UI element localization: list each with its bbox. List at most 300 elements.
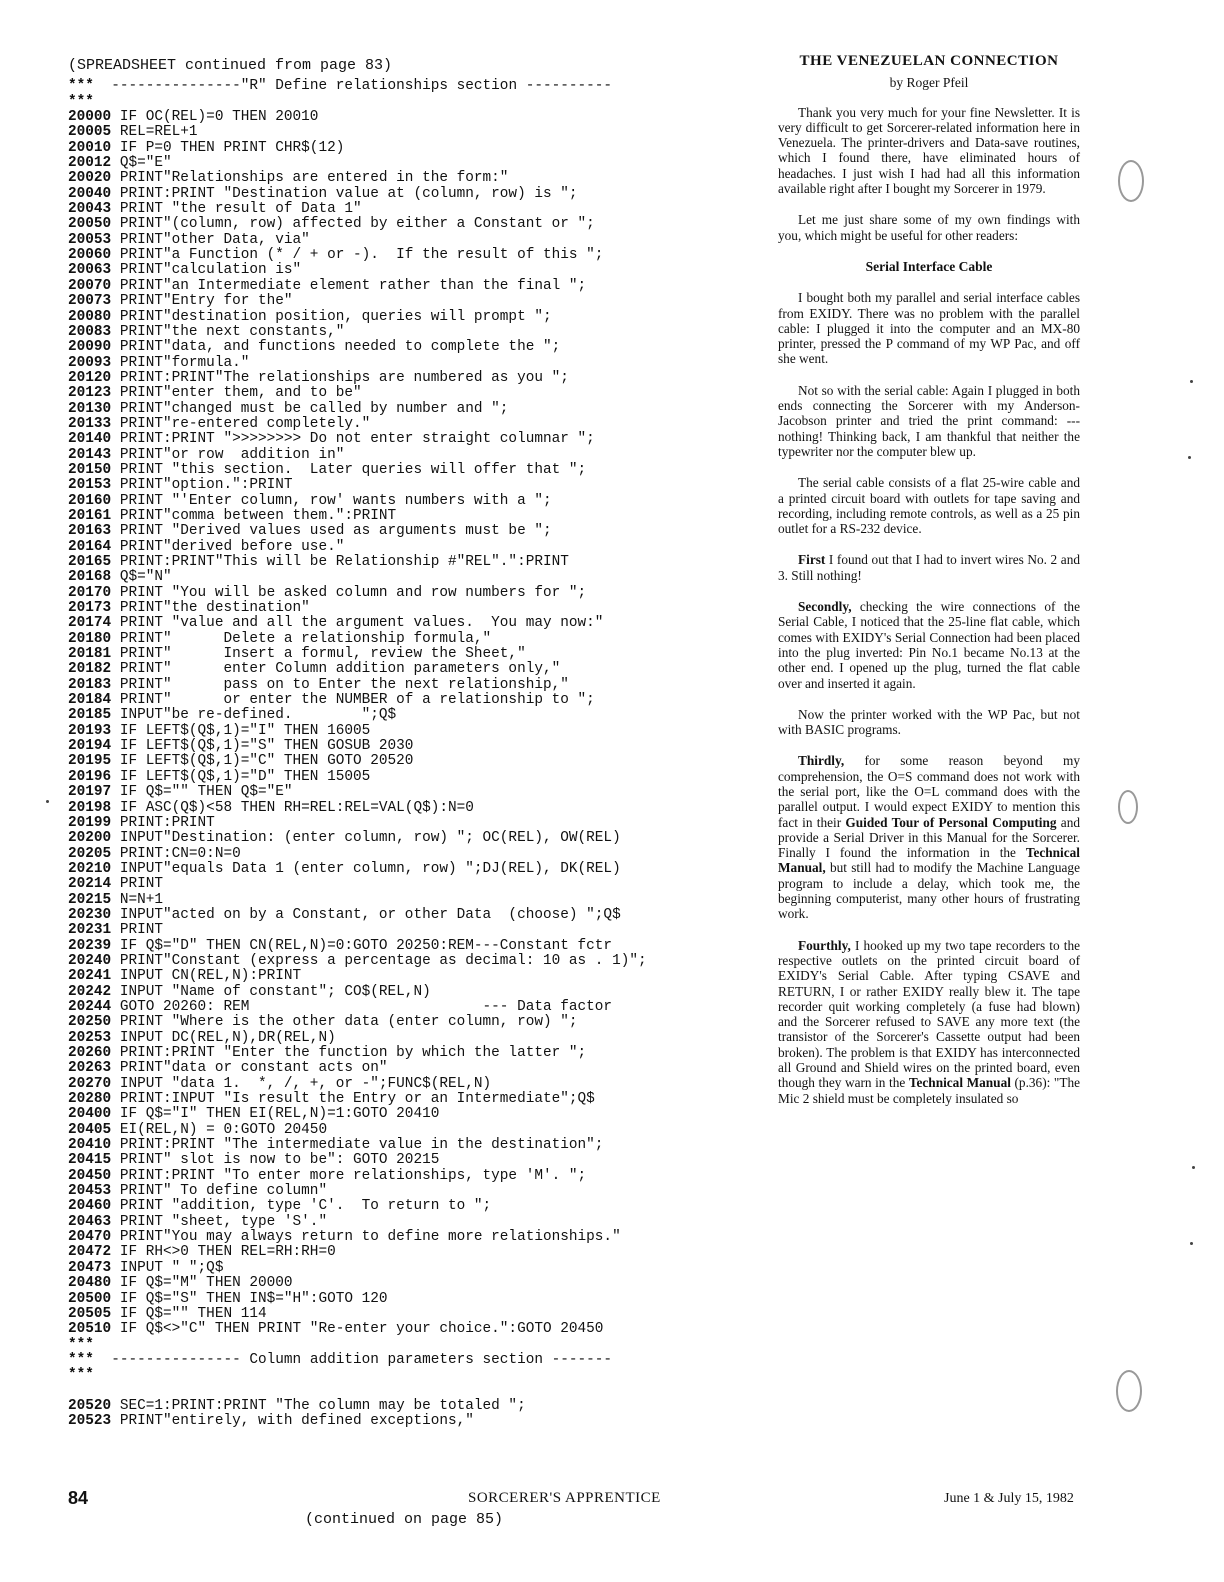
line-number: 20053 xyxy=(68,231,112,248)
line-number: 20143 xyxy=(68,446,112,463)
code-line xyxy=(68,1338,758,1353)
line-text: PRINT"Relationships are entered in the form:" xyxy=(111,170,509,187)
code-line xyxy=(68,555,758,570)
line-number: 20197 xyxy=(68,784,112,801)
line-text: INPUT"equals Data 1 (enter column, row) ";DJ(REL), DK(REL) xyxy=(111,860,621,877)
line-number: 20230 xyxy=(68,906,112,923)
code-lines xyxy=(68,79,758,1429)
code-line xyxy=(68,724,758,739)
line-number: 20181 xyxy=(68,646,112,663)
lead-word: First xyxy=(798,552,826,568)
line-text: PRINT"data or constant acts on" xyxy=(111,1060,388,1077)
code-line xyxy=(68,678,758,693)
line-text: PRINT "You will be asked column and row numbers for "; xyxy=(111,584,587,601)
line-text: SEC=1:PRINT:PRINT "The column may be totaled "; xyxy=(111,1397,526,1414)
line-number: 20193 xyxy=(68,722,112,739)
code-line xyxy=(68,463,758,478)
code-line xyxy=(68,402,758,417)
line-text: PRINT"You may always return to define more relationships." xyxy=(111,1229,621,1246)
code-line xyxy=(68,1245,758,1260)
line-number: 20241 xyxy=(68,968,112,985)
line-text: PRINT"calculation is" xyxy=(111,262,302,279)
code-line xyxy=(68,1322,758,1337)
book-title: Guided Tour of Personal Computing xyxy=(845,814,1057,830)
code-line xyxy=(68,847,758,862)
line-text: PRINT"derived before use." xyxy=(111,538,345,555)
code-line xyxy=(68,1384,758,1399)
line-number: 20164 xyxy=(68,538,112,555)
code-line xyxy=(68,708,758,723)
code-line xyxy=(68,939,758,954)
line-text: PRINT"enter them, and to be" xyxy=(111,385,362,402)
line-text: INPUT"Destination: (enter column, row) "; OC(REL), OW(REL) xyxy=(111,830,621,847)
line-text: INPUT CN(REL,N):PRINT xyxy=(111,968,302,985)
page-footer xyxy=(0,1488,1224,1512)
line-text: PRINT" Insert a formul, review the Sheet," xyxy=(111,646,526,663)
code-line xyxy=(68,540,758,555)
code-line xyxy=(68,586,758,601)
line-text: PRINT "this section. Later queries will offer that "; xyxy=(111,461,587,478)
line-number: 20470 xyxy=(68,1229,112,1246)
code-line xyxy=(68,1169,758,1184)
line-number: 20205 xyxy=(68,845,112,862)
line-text: PRINT"or row addition in" xyxy=(111,446,345,463)
line-text: --------------- Column addition parameters section ------- xyxy=(93,1351,613,1368)
line-number: 20020 xyxy=(68,170,112,187)
line-number: 20510 xyxy=(68,1321,112,1338)
line-text: PRINT"entirely, with defined exceptions," xyxy=(111,1413,474,1430)
speck xyxy=(1190,1242,1193,1245)
code-line xyxy=(68,263,758,278)
line-text: PRINT"formula." xyxy=(111,354,250,371)
code-line xyxy=(68,1184,758,1199)
code-line xyxy=(68,831,758,846)
line-number: 20093 xyxy=(68,354,112,371)
line-number: 20400 xyxy=(68,1106,112,1123)
code-line xyxy=(68,279,758,294)
code-line xyxy=(68,954,758,969)
line-number: 20214 xyxy=(68,876,112,893)
article-paragraph xyxy=(778,938,1080,1106)
line-text: PRINT "Derived values used as arguments must be "; xyxy=(111,523,552,540)
line-number: 20200 xyxy=(68,830,112,847)
line-number: 20165 xyxy=(68,554,112,570)
continuation-header: (SPREADSHEET continued from page 83) xyxy=(68,57,393,74)
paragraph-text: I hooked up my two tape recorders to the respective outlets on the printed circuit board of EXIDY's Serial Cable. After typing CSAVE and RETURN, I or rather EXIDY really blew it. The tape recorder quit working completely (a fuse had blown) and the Sorcerer refused to SAVE any more text (the transistor of the Sorcerer's Cassette output had been broken). The problem is that EXIDY has interconnected all Ground and Shield wires on the printed board, even though they warn in the xyxy=(778,937,1080,1091)
line-number: 20460 xyxy=(68,1198,112,1215)
line-text: PRINT" Delete a relationship formula," xyxy=(111,630,492,647)
lead-word: Thirdly, xyxy=(798,753,845,769)
binder-hole-mark xyxy=(1116,1370,1142,1412)
line-text: PRINT"an Intermediate element rather than the final "; xyxy=(111,277,587,294)
line-text: PRINT"Constant (express a percentage as decimal: 10 as . 1)"; xyxy=(111,952,647,969)
line-text: PRINT"other Data, via" xyxy=(111,231,310,248)
line-text: PRINT "addition, type 'C'. To return to "; xyxy=(111,1198,492,1215)
line-text: INPUT"be re-defined. ";Q$ xyxy=(111,707,397,724)
code-line xyxy=(68,448,758,463)
line-text: PRINT "'Enter column, row' wants numbers with a "; xyxy=(111,492,552,509)
book-title: Technical Manual xyxy=(908,1075,1011,1091)
code-line xyxy=(68,478,758,493)
line-number: 20050 xyxy=(68,216,112,233)
paragraph-text: and provide a Serial Driver in this Manual for the Sorcerer. Finally I found the information in the xyxy=(778,814,1081,861)
code-line xyxy=(68,432,758,447)
line-text: PRINT" To define column" xyxy=(111,1183,328,1200)
line-text: INPUT "Name of constant"; CO$(REL,N) xyxy=(111,983,431,1000)
line-number: 20060 xyxy=(68,247,112,264)
line-text: PRINT"the next constants," xyxy=(111,323,345,340)
code-line xyxy=(68,1215,758,1230)
line-number: 20080 xyxy=(68,308,112,325)
line-number: *** xyxy=(68,1351,94,1368)
line-number: 20012 xyxy=(68,155,112,172)
paragraph-text: for some reason beyond my comprehension, the O=S command does not work with the serial port, like the O=L command does with the parallel output. I would expect EXIDY to mention this fact in their xyxy=(778,753,1080,830)
line-text: PRINT" enter Column addition parameters only," xyxy=(111,661,561,678)
line-number: 20120 xyxy=(68,369,112,386)
line-text: PRINT" or enter the NUMBER of a relationship to "; xyxy=(111,692,595,709)
code-line xyxy=(68,1353,758,1368)
code-line xyxy=(68,509,758,524)
line-number: 20480 xyxy=(68,1275,112,1292)
line-number: 20520 xyxy=(68,1397,112,1414)
code-line xyxy=(68,125,758,140)
code-line xyxy=(68,877,758,892)
code-line xyxy=(68,79,758,94)
article-paragraph: Thank you very much for your fine Newsletter. It is very difficult to get Sorcerer-related information here in Venezuela. The printer-drivers and Data-save routines, which I found there, have eliminated hours of headaches. I just wish I had had all this information available right after I bought my Sorcerer in 1979. xyxy=(778,104,1080,197)
line-text: PRINT:PRINT "Destination value at (column, row) is "; xyxy=(111,185,578,202)
code-line xyxy=(68,340,758,355)
line-number: 20472 xyxy=(68,1244,112,1261)
line-number: 20195 xyxy=(68,753,112,770)
line-number: 20242 xyxy=(68,983,112,1000)
code-line xyxy=(68,202,758,217)
code-line xyxy=(68,816,758,831)
code-line xyxy=(68,923,758,938)
line-text: PRINT "sheet, type 'S'." xyxy=(111,1213,328,1230)
code-line xyxy=(68,1138,758,1153)
line-number: 20523 xyxy=(68,1413,112,1430)
code-line xyxy=(68,570,758,585)
line-text: PRINT"the destination" xyxy=(111,600,310,617)
code-line xyxy=(68,770,758,785)
lead-word: Secondly, xyxy=(798,599,852,615)
line-text: EI(REL,N) = 0:GOTO 20450 xyxy=(111,1121,328,1138)
line-number: 20505 xyxy=(68,1305,112,1322)
line-number: 20160 xyxy=(68,492,112,509)
line-number: 20184 xyxy=(68,692,112,709)
speck xyxy=(1192,1166,1195,1169)
line-text: PRINT:INPUT "Is result the Entry or an Intermediate";Q$ xyxy=(111,1091,595,1108)
article-title: THE VENEZUELAN CONNECTION xyxy=(799,53,1059,69)
line-number: 20083 xyxy=(68,323,112,340)
line-number: 20415 xyxy=(68,1152,112,1169)
paragraph-text: but still had to modify the Machine Language program to include a delay, which took me, the beginning computerist, many other hours of frustrating work. xyxy=(778,860,1080,922)
article-paragraph: Let me just share some of my own findings with you, which might be useful for other readers: xyxy=(778,212,1080,243)
code-line xyxy=(68,95,758,110)
line-text: PRINT" pass on to Enter the next relationship," xyxy=(111,676,569,693)
line-text: PRINT:PRINT "Enter the function by which the latter "; xyxy=(111,1045,587,1061)
line-number: 20000 xyxy=(68,109,112,126)
code-line xyxy=(68,1107,758,1122)
line-text: IF Q$<>"C" THEN PRINT "Re-enter your choice.":GOTO 20450 xyxy=(111,1321,604,1338)
code-line xyxy=(68,1292,758,1307)
line-text: ---------------"R" Define relationships section ---------- xyxy=(93,78,613,95)
code-line xyxy=(68,1307,758,1322)
code-line xyxy=(68,1061,758,1076)
code-line xyxy=(68,969,758,984)
code-line xyxy=(68,248,758,263)
line-text: PRINT"(column, row) affected by either a Constant or "; xyxy=(111,216,595,233)
line-number: *** xyxy=(68,1336,94,1353)
line-number: 20163 xyxy=(68,523,112,540)
line-number: 20231 xyxy=(68,922,112,939)
line-text: PRINT:PRINT "To enter more relationships, type 'M'. "; xyxy=(111,1167,587,1184)
code-line xyxy=(68,1123,758,1138)
binder-hole-mark xyxy=(1118,790,1138,824)
line-number: 20133 xyxy=(68,415,112,432)
line-text: IF ASC(Q$)<58 THEN RH=REL:REL=VAL(Q$):N=0 xyxy=(111,799,474,816)
line-number: 20194 xyxy=(68,738,112,755)
code-line xyxy=(68,862,758,877)
article-paragraph xyxy=(778,599,1080,691)
code-line xyxy=(68,893,758,908)
code-line xyxy=(68,1015,758,1030)
line-text: PRINT"option.":PRINT xyxy=(111,477,293,494)
line-text: IF LEFT$(Q$,1)="D" THEN 15005 xyxy=(111,768,371,785)
line-text: PRINT:PRINT"This will be Relationship #"REL".":PRINT xyxy=(111,554,569,570)
code-line xyxy=(68,1046,758,1061)
line-text: IF Q$="S" THEN IN$="H":GOTO 120 xyxy=(111,1290,388,1307)
code-line xyxy=(68,908,758,923)
line-text: PRINT:PRINT "The intermediate value in the destination"; xyxy=(111,1137,604,1154)
code-line xyxy=(68,356,758,371)
line-text: PRINT"data, and functions needed to complete the "; xyxy=(111,339,561,356)
code-line xyxy=(68,217,758,232)
line-text: IF Q$="M" THEN 20000 xyxy=(111,1275,293,1292)
code-line xyxy=(68,632,758,647)
line-text: PRINT xyxy=(111,876,164,893)
line-number: 20500 xyxy=(68,1290,112,1307)
speck xyxy=(1188,456,1191,459)
line-number: 20240 xyxy=(68,952,112,969)
line-number: 20073 xyxy=(68,293,112,310)
speck xyxy=(1190,380,1193,383)
line-number: 20198 xyxy=(68,799,112,816)
line-text: PRINT:PRINT xyxy=(111,814,215,831)
line-number: 20463 xyxy=(68,1213,112,1230)
line-number: 20140 xyxy=(68,431,112,448)
line-number: 20063 xyxy=(68,262,112,279)
line-text: INPUT " ";Q$ xyxy=(111,1259,224,1276)
line-number: 20210 xyxy=(68,860,112,877)
code-line xyxy=(68,141,758,156)
line-text: INPUT DC(REL,N),DR(REL,N) xyxy=(111,1029,336,1046)
line-number: 20244 xyxy=(68,998,112,1015)
line-text: PRINT "Where is the other data (enter column, row) "; xyxy=(111,1014,578,1031)
line-number: 20153 xyxy=(68,477,112,494)
code-line xyxy=(68,754,758,769)
speck xyxy=(46,800,49,803)
code-line xyxy=(68,494,758,509)
line-text: IF LEFT$(Q$,1)="C" THEN GOTO 20520 xyxy=(111,753,414,770)
code-line xyxy=(68,1031,758,1046)
line-text: PRINT"comma between them.":PRINT xyxy=(111,507,397,524)
page-number: 84 xyxy=(68,1488,89,1508)
article-paragraph: The serial cable consists of a flat 25-wire cable and a printed circuit board with outlets for tape saving and recording, including remote controls, as well as a 25 pin outlet for a RS-232 device. xyxy=(778,475,1080,537)
binder-hole-mark xyxy=(1118,160,1144,202)
line-number: 20010 xyxy=(68,139,112,156)
line-number: 20123 xyxy=(68,385,112,402)
paragraph-text: (p.36): "The Mic 2 shield must be completely insulated so xyxy=(778,1075,1080,1106)
code-line xyxy=(68,693,758,708)
code-line xyxy=(68,616,758,631)
line-number: 20263 xyxy=(68,1060,112,1077)
line-number: 20199 xyxy=(68,814,112,831)
line-text: IF Q$="I" THEN EI(REL,N)=1:GOTO 20410 xyxy=(111,1106,440,1123)
code-line xyxy=(68,785,758,800)
continued-note: (continued on page 85) xyxy=(305,1511,504,1528)
paragraph-text: I found out that I had to invert wires No. 2 and 3. Still nothing! xyxy=(778,552,1080,583)
line-number: 20450 xyxy=(68,1167,112,1184)
code-line xyxy=(68,1368,758,1383)
code-line xyxy=(68,1276,758,1291)
code-line xyxy=(68,1000,758,1015)
line-number: 20250 xyxy=(68,1014,112,1031)
code-line xyxy=(68,371,758,386)
line-number: 20005 xyxy=(68,124,112,141)
line-text: IF OC(REL)=0 THEN 20010 xyxy=(111,109,319,126)
code-line xyxy=(68,310,758,325)
line-text: PRINT xyxy=(111,922,164,939)
line-number: 20070 xyxy=(68,277,112,294)
magazine-name: SORCERER'S APPRENTICE xyxy=(468,1490,661,1506)
code-line xyxy=(68,662,758,677)
article-paragraph: I bought both my parallel and serial interface cables from EXIDY. There was no problem with the parallel cable: I plugged it into the computer and an MX-80 printer, pressed the P command of my WP Pac, and off she went. xyxy=(778,290,1080,367)
line-number: 20182 xyxy=(68,661,112,678)
line-number: 20150 xyxy=(68,461,112,478)
book-title: Technical Manual, xyxy=(778,845,1080,876)
line-text: INPUT"acted on by a Constant, or other Data (choose) ";Q$ xyxy=(111,906,621,923)
line-text: PRINT:PRINT ">>>>>>>> Do not enter straight columnar "; xyxy=(111,431,595,448)
line-number: 20253 xyxy=(68,1029,112,1046)
article-paragraph xyxy=(778,552,1080,583)
line-text: PRINT "the result of Data 1" xyxy=(111,201,362,218)
code-line xyxy=(68,386,758,401)
code-line xyxy=(68,1153,758,1168)
line-number: 20196 xyxy=(68,768,112,785)
line-text: PRINT"changed must be called by number and "; xyxy=(111,400,509,417)
line-text: PRINT"Entry for the" xyxy=(111,293,293,310)
code-line xyxy=(68,1414,758,1429)
code-line xyxy=(68,524,758,539)
line-text: GOTO 20260: REM --- Data factor xyxy=(111,998,613,1015)
line-text: IF LEFT$(Q$,1)="S" THEN GOSUB 2030 xyxy=(111,738,414,755)
line-number: 20215 xyxy=(68,891,112,908)
code-line xyxy=(68,801,758,816)
line-number: 20453 xyxy=(68,1183,112,1200)
line-number: *** xyxy=(68,78,94,95)
paragraph-text: checking the wire connections of the Serial Cable, I noticed that the 25-line flat cable, which comes with EXIDY's Serial Connection had been placed into the plug inverted: Pin No.1 became No.13 at the other end. I opened up the plug, turned the flat cable over and inserted it again. xyxy=(778,599,1080,691)
line-text: IF LEFT$(Q$,1)="I" THEN 16005 xyxy=(111,722,371,739)
line-number: 20410 xyxy=(68,1137,112,1154)
code-line xyxy=(68,1230,758,1245)
line-number: 20260 xyxy=(68,1045,112,1061)
code-line xyxy=(68,739,758,754)
line-text: N=N+1 xyxy=(111,891,164,908)
line-number: 20170 xyxy=(68,584,112,601)
code-line xyxy=(68,985,758,1000)
code-line xyxy=(68,110,758,125)
code-line xyxy=(68,1077,758,1092)
code-line xyxy=(68,233,758,248)
line-text: INPUT "data 1. *, /, +, or -";FUNC$(REL,N) xyxy=(111,1075,492,1092)
line-number: *** xyxy=(68,1367,94,1384)
line-number: 20473 xyxy=(68,1259,112,1276)
line-text: PRINT:PRINT"The relationships are numbered as you "; xyxy=(111,369,569,386)
article-subheading: Serial Interface Cable xyxy=(865,258,993,274)
line-number: 20185 xyxy=(68,707,112,724)
line-number: 20173 xyxy=(68,600,112,617)
line-text: PRINT"re-entered completely." xyxy=(111,415,371,432)
line-number: 20130 xyxy=(68,400,112,417)
line-text: PRINT"a Function (* / + or -). If the result of this "; xyxy=(111,247,604,264)
line-number: 20180 xyxy=(68,630,112,647)
line-number: 20239 xyxy=(68,937,112,954)
line-text: IF Q$="" THEN 114 xyxy=(111,1305,267,1322)
article-paragraph: Now the printer worked with the WP Pac, but not with BASIC programs. xyxy=(778,706,1080,738)
line-text: PRINT:CN=0:N=0 xyxy=(111,845,241,862)
line-text: IF RH<>0 THEN REL=RH:RH=0 xyxy=(111,1244,336,1261)
code-line xyxy=(68,156,758,171)
line-text: IF Q$="D" THEN CN(REL,N)=0:GOTO 20250:REM---Constant fctr xyxy=(111,937,613,954)
line-number: 20280 xyxy=(68,1091,112,1108)
issue-date: June 1 & July 15, 1982 xyxy=(944,1491,1074,1506)
article xyxy=(778,54,1080,1106)
article-paragraph: Not so with the serial cable: Again I plugged in both ends connecting the Sorcerer with my Anderson-Jacobson printer and tried the print command: --- nothing! Thinking back, I am thankful that neither the typewriter nor the computer blew up. xyxy=(778,382,1080,459)
line-text: PRINT "value and all the argument values. You may now:" xyxy=(111,615,604,632)
line-number: 20183 xyxy=(68,676,112,693)
line-text: PRINT"destination position, queries will prompt "; xyxy=(111,308,552,325)
line-text: IF P=0 THEN PRINT CHR$(12) xyxy=(111,139,345,156)
line-text: PRINT" slot is now to be": GOTO 20215 xyxy=(111,1152,440,1169)
line-number: 20270 xyxy=(68,1075,112,1092)
line-text: REL=REL+1 xyxy=(111,124,198,141)
code-line xyxy=(68,647,758,662)
line-number: 20405 xyxy=(68,1121,112,1138)
line-number: *** xyxy=(68,93,94,110)
code-line xyxy=(68,171,758,186)
line-number: 20090 xyxy=(68,339,112,356)
code-line xyxy=(68,601,758,616)
code-line xyxy=(68,1261,758,1276)
code-line xyxy=(68,1092,758,1107)
lead-word: Fourthly, xyxy=(798,937,851,953)
line-text: Q$="E" xyxy=(111,155,172,172)
code-line xyxy=(68,1199,758,1214)
line-text: Q$="N" xyxy=(111,569,172,586)
code-line xyxy=(68,294,758,309)
code-line xyxy=(68,187,758,202)
line-number: 20161 xyxy=(68,507,112,524)
code-line xyxy=(68,325,758,340)
line-number: 20040 xyxy=(68,185,112,202)
line-text: IF Q$="" THEN Q$="E" xyxy=(111,784,293,801)
code-line xyxy=(68,1399,758,1414)
line-number: 20043 xyxy=(68,201,112,218)
line-number: 20168 xyxy=(68,569,112,586)
code-line xyxy=(68,417,758,432)
article-byline: by Roger Pfeil xyxy=(889,75,969,91)
